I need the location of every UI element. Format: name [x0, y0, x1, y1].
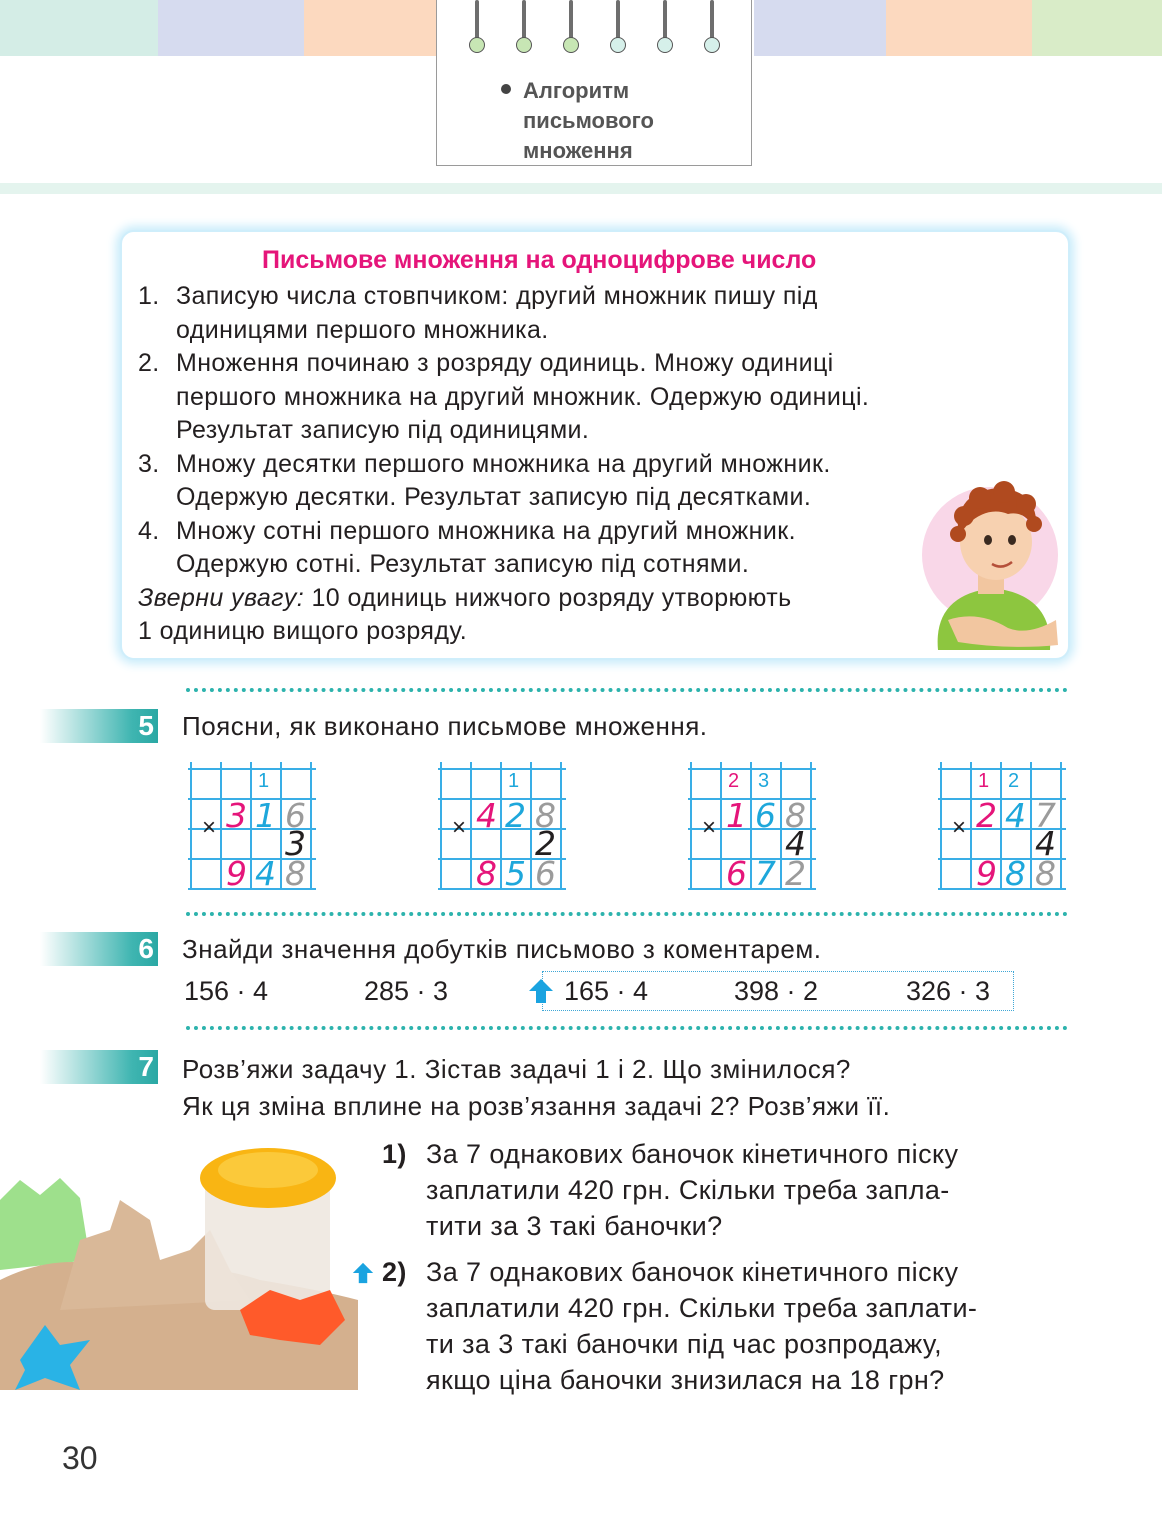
multiplicand-digit: 4 — [476, 796, 497, 835]
product-digit: 4 — [255, 854, 276, 893]
multiplicand-digit: 7 — [1035, 796, 1056, 835]
exercise-6-text: Знайди значення добутків письмово з коментарем. — [182, 934, 822, 964]
multiplicand-digit: 3 — [226, 796, 247, 835]
up-arrow-icon — [352, 1262, 374, 1284]
section-divider — [186, 688, 1068, 692]
section-divider — [186, 912, 1068, 916]
multiplier-digit: 4 — [1035, 824, 1056, 863]
header-band-2 — [158, 0, 304, 56]
exercise-7-text: Розв’яжи задачу 1. Зістав задачі 1 і 2. Що змінилося? Як ця зміна вплине на розв’язання задачі 2? Розв’яжи її. — [182, 1054, 891, 1121]
product-digit: 5 — [505, 854, 526, 893]
multiplicand-digit: 8 — [785, 796, 806, 835]
header-divider — [0, 183, 1162, 194]
kinetic-sand-photo — [0, 1140, 358, 1390]
multiplicand-digit: 2 — [505, 796, 526, 835]
multiplication-grid — [188, 762, 316, 893]
header-band-5 — [886, 0, 1032, 56]
multiplicand-digit: 6 — [285, 796, 306, 835]
header-band-6 — [1032, 0, 1162, 56]
exercise-number-tab: 6 — [40, 932, 158, 966]
product-digit: 2 — [785, 854, 806, 893]
spiral-ring-icon — [610, 0, 626, 56]
carry-digit: 2 — [728, 770, 740, 792]
multiplicand-digit: 8 — [535, 796, 556, 835]
times-sign: × — [452, 814, 467, 841]
product-item: 326 · 3 — [906, 976, 991, 1006]
spiral-ring-icon — [704, 0, 720, 56]
rule-step: 4. Множу сотні першого множника на другий множник. Одержую сотні. Результат записую під сотнями. — [138, 516, 796, 578]
product-item: 398 · 2 — [734, 976, 819, 1006]
product-digit: 8 — [1035, 854, 1056, 893]
topic-title: Алгоритм письмового множення — [523, 78, 654, 163]
product-item: 285 · 3 — [364, 976, 449, 1006]
multiplication-grid — [938, 762, 1066, 893]
spiral-ring-icon — [469, 0, 485, 56]
product-digit: 8 — [285, 854, 306, 893]
product-digit: 8 — [1005, 854, 1026, 893]
carry-digit: 1 — [978, 770, 990, 792]
exercise-5-text: Поясни, як виконано письмове множення. — [182, 711, 708, 741]
multiplier-digit: 3 — [285, 824, 306, 863]
exercise-number-tab: 7 — [40, 1050, 158, 1084]
carry-digit: 1 — [258, 770, 270, 792]
product-item: 156 · 4 — [184, 976, 269, 1006]
rule-step: 2. Множення починаю з розряду одиниць. Множу одиниці першого множника на другий множник. Одержую одиниці. Результат записую під одиницями. — [138, 349, 870, 444]
spiral-ring-icon — [516, 0, 532, 56]
spiral-ring-icon — [657, 0, 673, 56]
product-digit: 7 — [755, 854, 776, 893]
spiral-ring-icon — [563, 0, 579, 56]
header-band-1 — [0, 0, 158, 56]
multiplicand-digit: 4 — [1005, 796, 1026, 835]
product-digit: 6 — [535, 854, 556, 893]
multiplier-digit: 2 — [535, 824, 556, 863]
multiplicand-digit: 1 — [726, 796, 747, 835]
section-divider — [186, 1026, 1068, 1030]
exercise-number-tab: 5 — [40, 709, 158, 743]
product-item: 165 · 4 — [564, 976, 649, 1006]
up-arrow-icon — [528, 978, 554, 1004]
bullet-icon — [501, 84, 511, 94]
multiplicand-digit: 1 — [255, 796, 276, 835]
rule-step: 3. Множу десятки першого множника на другий множник. Одержую десятки. Результат записую під десятками. — [138, 449, 831, 511]
topic-notepad — [436, 0, 752, 166]
times-sign: × — [202, 814, 217, 841]
carry-digit: 1 — [508, 770, 520, 792]
multiplier-digit: 4 — [785, 824, 806, 863]
boy-illustration — [918, 470, 1068, 650]
multiplication-grid — [688, 762, 816, 893]
multiplication-grid — [438, 762, 566, 893]
multiplicand-digit: 2 — [976, 796, 997, 835]
rule-note-line2: 1 одиницю вищого розряду. — [138, 617, 468, 645]
rule-step: 1. Записую числа стовпчиком: другий множник пишу під одиницями першого множника. — [138, 282, 818, 344]
page-number: 30 — [62, 1440, 98, 1476]
rule-note: Зверни увагу: 10 одиниць нижчого розряду утворюють — [138, 583, 792, 612]
product-digit: 8 — [476, 854, 497, 893]
header-band-4 — [754, 0, 886, 56]
multiplicand-digit: 6 — [755, 796, 776, 835]
product-digit: 6 — [726, 854, 747, 893]
rule-steps — [138, 280, 869, 649]
product-digit: 9 — [226, 854, 247, 893]
header-band-3 — [304, 0, 436, 56]
rule-title: Письмове множення на одноцифрове число — [262, 246, 817, 274]
times-sign: × — [952, 814, 967, 841]
product-digit: 9 — [976, 854, 997, 893]
times-sign: × — [702, 814, 717, 841]
carry-digit: 2 — [1008, 770, 1020, 792]
carry-digit: 3 — [758, 770, 770, 792]
